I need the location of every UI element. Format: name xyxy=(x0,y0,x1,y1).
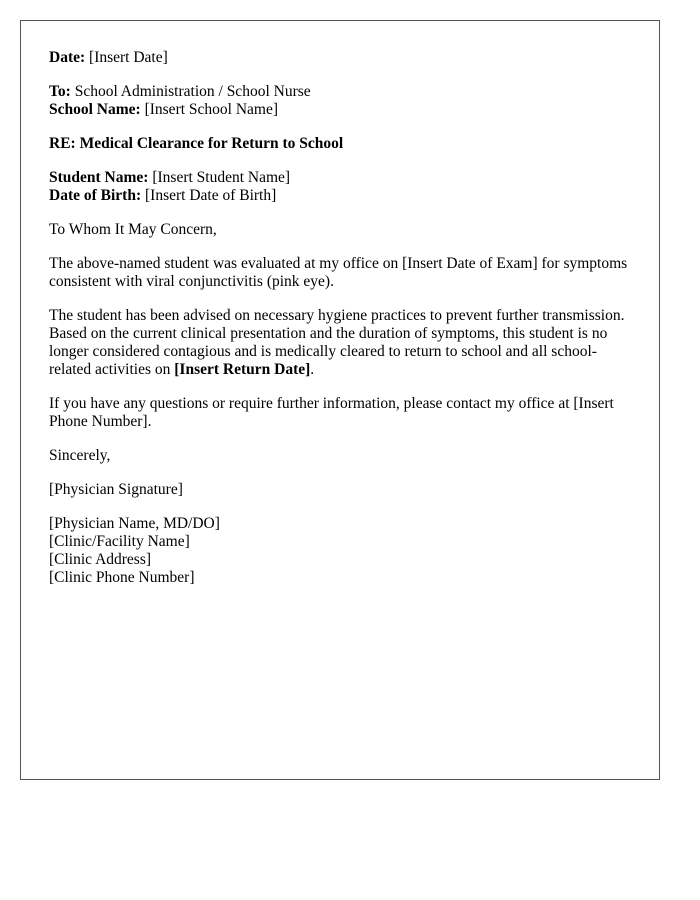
subject-line xyxy=(49,135,639,153)
student-label: Student Name: xyxy=(49,169,149,186)
physician-block xyxy=(49,515,639,587)
clearance-end: . xyxy=(310,361,315,378)
paragraph-clearance xyxy=(49,307,639,379)
closing: Sincerely, xyxy=(49,447,111,464)
to-label: To: xyxy=(49,83,71,100)
dob-line xyxy=(49,187,639,205)
physician-name: [Physician Name, MD/DO] xyxy=(49,515,220,532)
letter-page xyxy=(20,20,660,780)
student-line xyxy=(49,169,639,187)
student-value: [Insert Student Name] xyxy=(148,169,291,186)
school-line xyxy=(49,101,639,119)
return-date: [Insert Return Date] xyxy=(174,361,311,378)
paragraph-contact: If you have any questions or require further information, please contact my office at [Insert Phone Number]. xyxy=(49,395,614,430)
subject-text: RE: Medical Clearance for Return to School xyxy=(49,135,344,152)
dob-label: Date of Birth: xyxy=(49,187,142,204)
clinic-name: [Clinic/Facility Name] xyxy=(49,533,190,550)
student-block xyxy=(49,169,639,205)
school-label: School Name: xyxy=(49,101,141,118)
clearance-text: The student has been advised on necessary hygiene practices to prevent further transmission. Based on the current clinical presentation and the duration of symptoms, this student is no longer considered contagious and is medically cleared to return to school and all school-related activities on xyxy=(49,307,625,378)
salutation: To Whom It May Concern, xyxy=(49,221,217,238)
paragraph-evaluation: The above-named student was evaluated at my office on [Insert Date of Exam] for symptoms consistent with viral conjunctivitis (pink eye). xyxy=(49,255,628,290)
clinic-address: [Clinic Address] xyxy=(49,551,152,568)
dob-value: [Insert Date of Birth] xyxy=(141,187,277,204)
to-line xyxy=(49,83,639,101)
date-value: [Insert Date] xyxy=(85,49,168,66)
signature-placeholder: [Physician Signature] xyxy=(49,481,183,498)
clinic-phone: [Clinic Phone Number] xyxy=(49,569,195,586)
school-value: [Insert School Name] xyxy=(140,101,279,118)
to-value: School Administration / School Nurse xyxy=(70,83,311,100)
date-line xyxy=(49,49,639,67)
recipient-block xyxy=(49,83,639,119)
date-label: Date: xyxy=(49,49,86,66)
letter-content xyxy=(49,49,639,603)
